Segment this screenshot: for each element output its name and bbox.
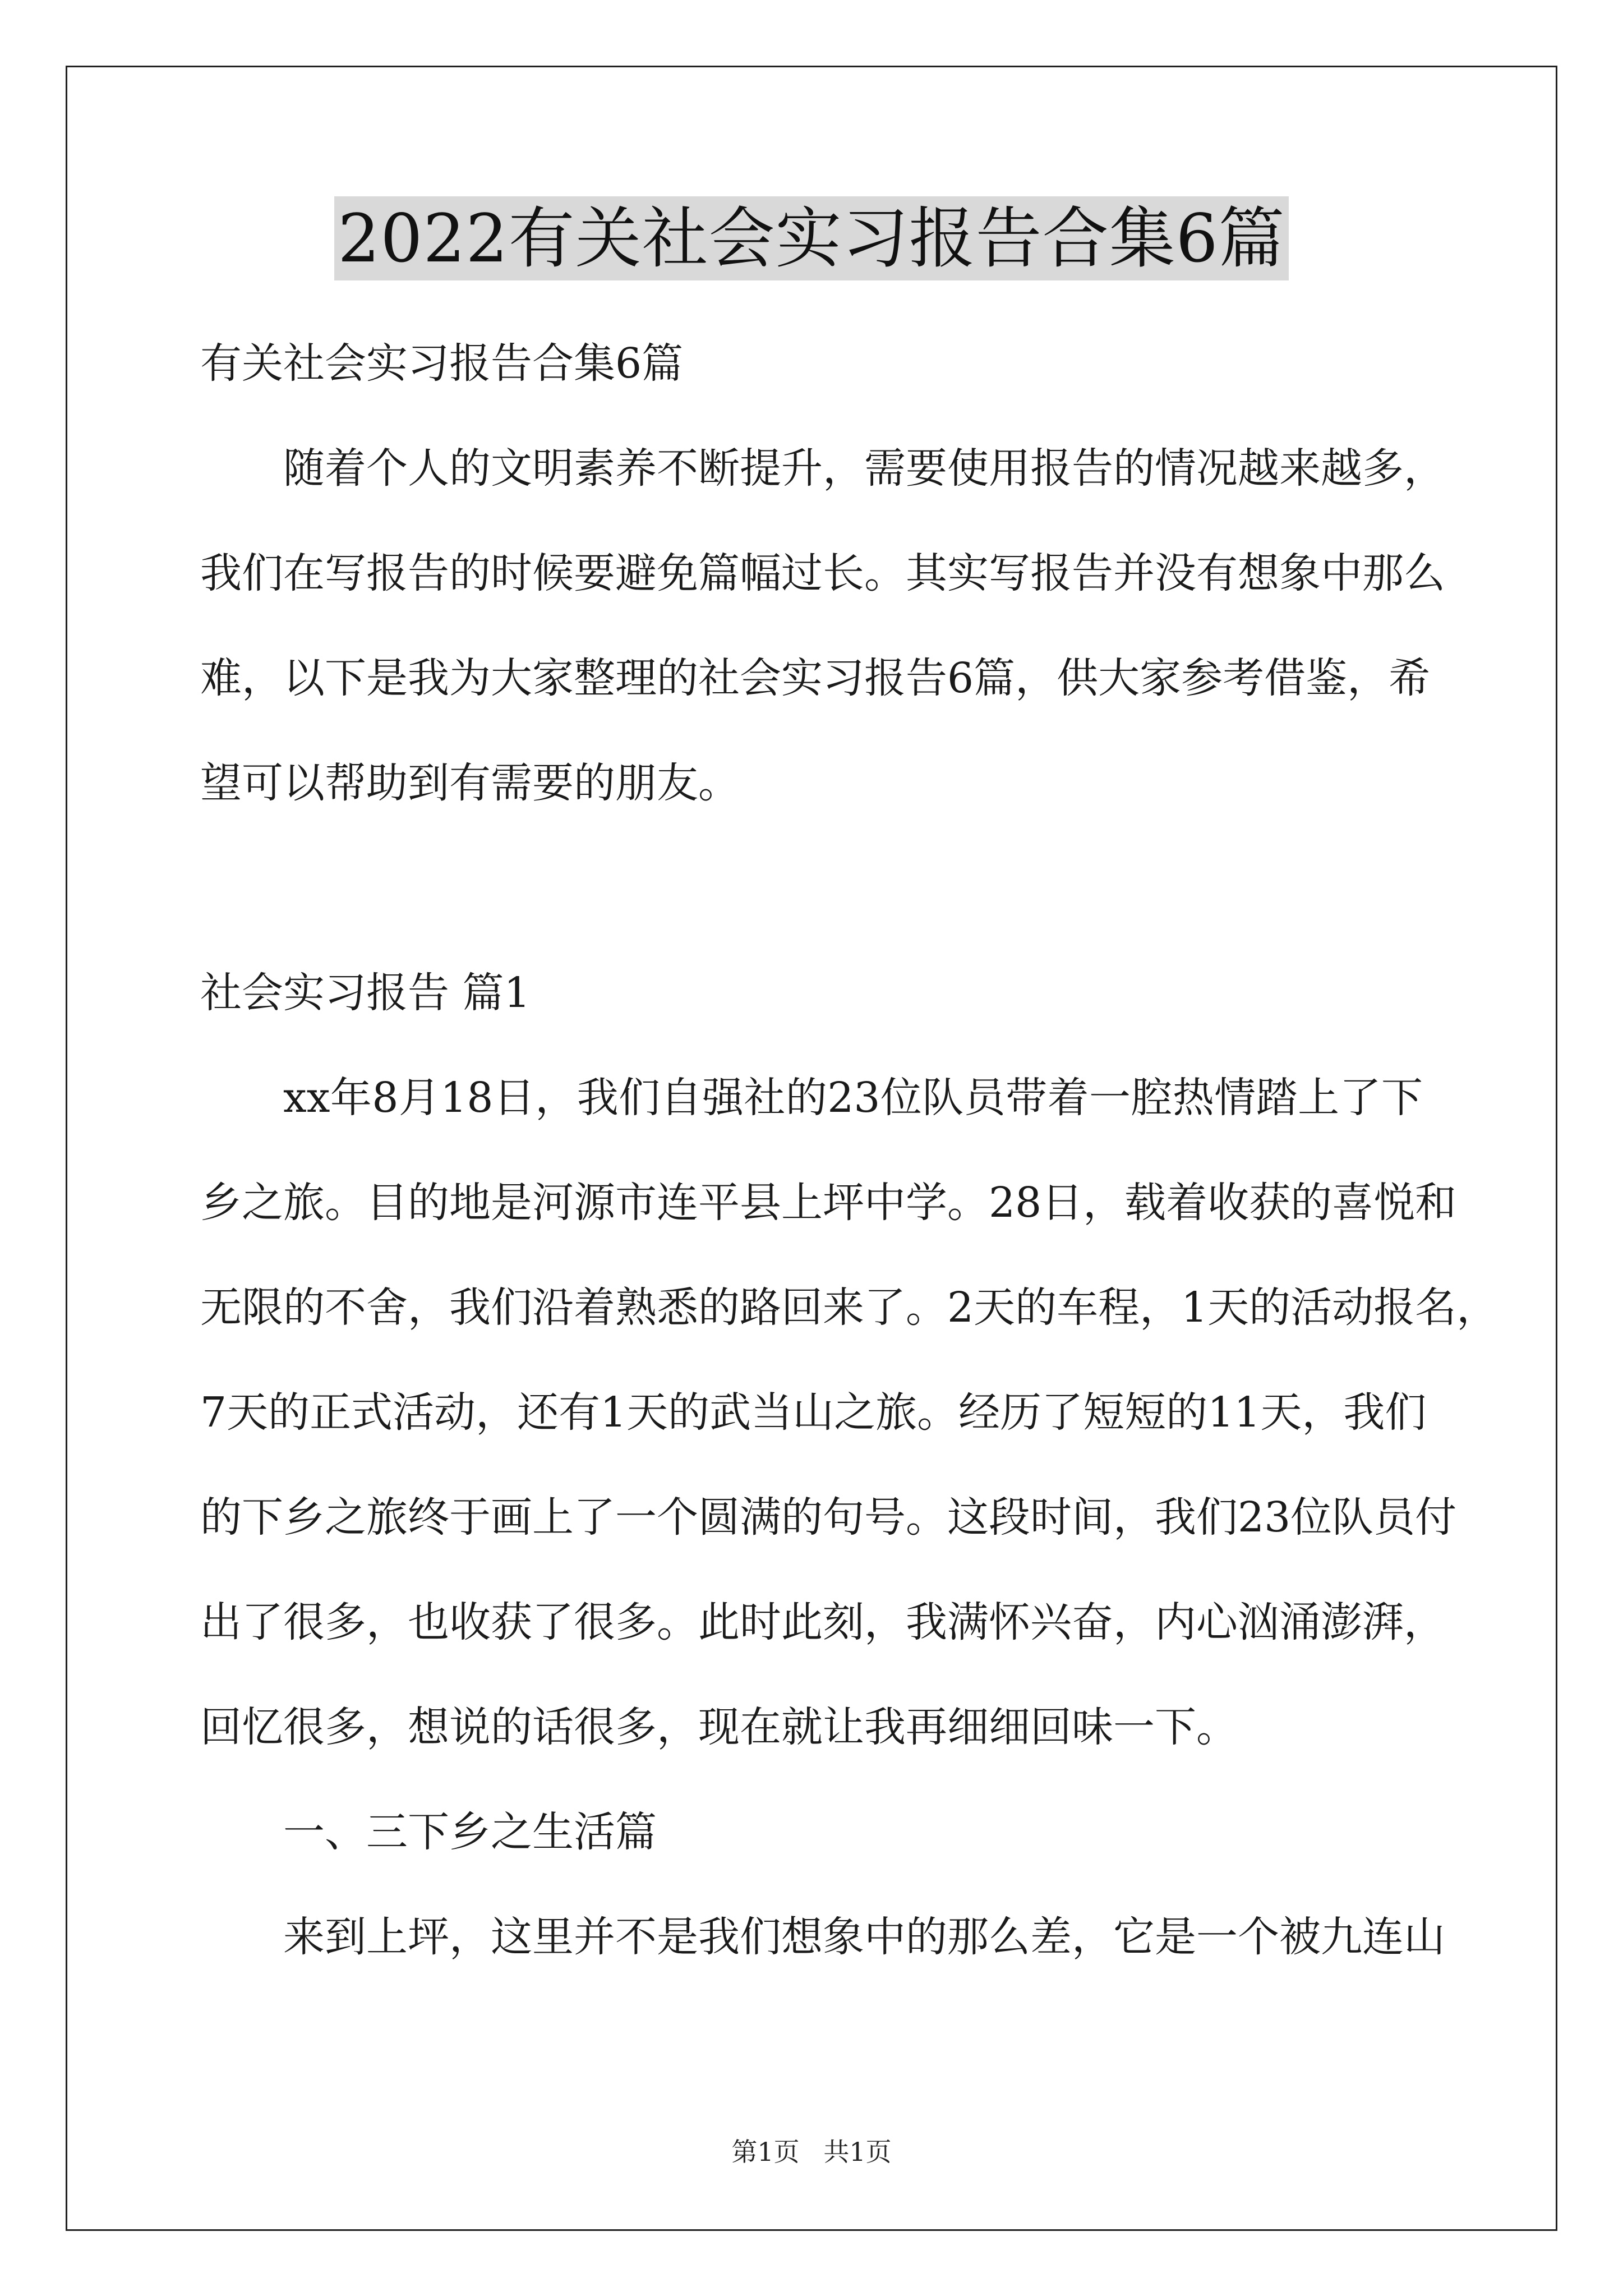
intro-line: 难，以下是我为大家整理的社会实习报告6篇，供大家参考借鉴，希 [200, 654, 1431, 702]
document-subtitle: 有关社会实习报告合集6篇 [200, 339, 684, 388]
page-number: 第1页 [731, 2137, 800, 2167]
body-line: 无限的不舍，我们沿着熟悉的路回来了。2天的车程，1天的活动报名， [200, 1283, 1498, 1332]
intro-line: 随着个人的文明素养不断提升，需要使用报告的情况越来越多， [283, 444, 1445, 493]
section-heading: 社会实习报告 篇1 [200, 969, 531, 1017]
document-body [200, 311, 1498, 1990]
body-line: 的下乡之旅终于画上了一个圆满的句号。这段时间，我们23位队员付 [200, 1493, 1457, 1542]
body-line: 乡之旅。目的地是河源市连平县上坪中学。28日，载着收获的喜悦和 [200, 1179, 1457, 1227]
title-container [0, 196, 1623, 280]
body-line: 7天的正式活动，还有1天的武当山之旅。经历了短短的11天，我们 [200, 1388, 1427, 1437]
page-total: 共1页 [823, 2137, 892, 2167]
body-line: 回忆很多，想说的话很多，现在就让我再细细回味一下。 [200, 1703, 1238, 1751]
document-title: 2022有关社会实习报告合集6篇 [334, 196, 1288, 280]
paragraph-spacer [200, 836, 1423, 941]
closing-line: 来到上坪，这里并不是我们想象中的那么差，它是一个被九连山 [283, 1913, 1445, 1961]
intro-line: 我们在写报告的时候要避免篇幅过长。其实写报告并没有想象中那么 [200, 549, 1445, 597]
body-line: xx年8月18日，我们自强社的23位队员带着一腔热情踏上了下 [283, 1074, 1423, 1122]
subheading: 一、三下乡之生活篇 [283, 1808, 657, 1856]
page-footer [0, 2132, 1623, 2169]
intro-line: 望可以帮助到有需要的朋友。 [200, 759, 740, 807]
body-line: 出了很多，也收获了很多。此时此刻，我满怀兴奋，内心汹涌澎湃， [200, 1598, 1445, 1646]
